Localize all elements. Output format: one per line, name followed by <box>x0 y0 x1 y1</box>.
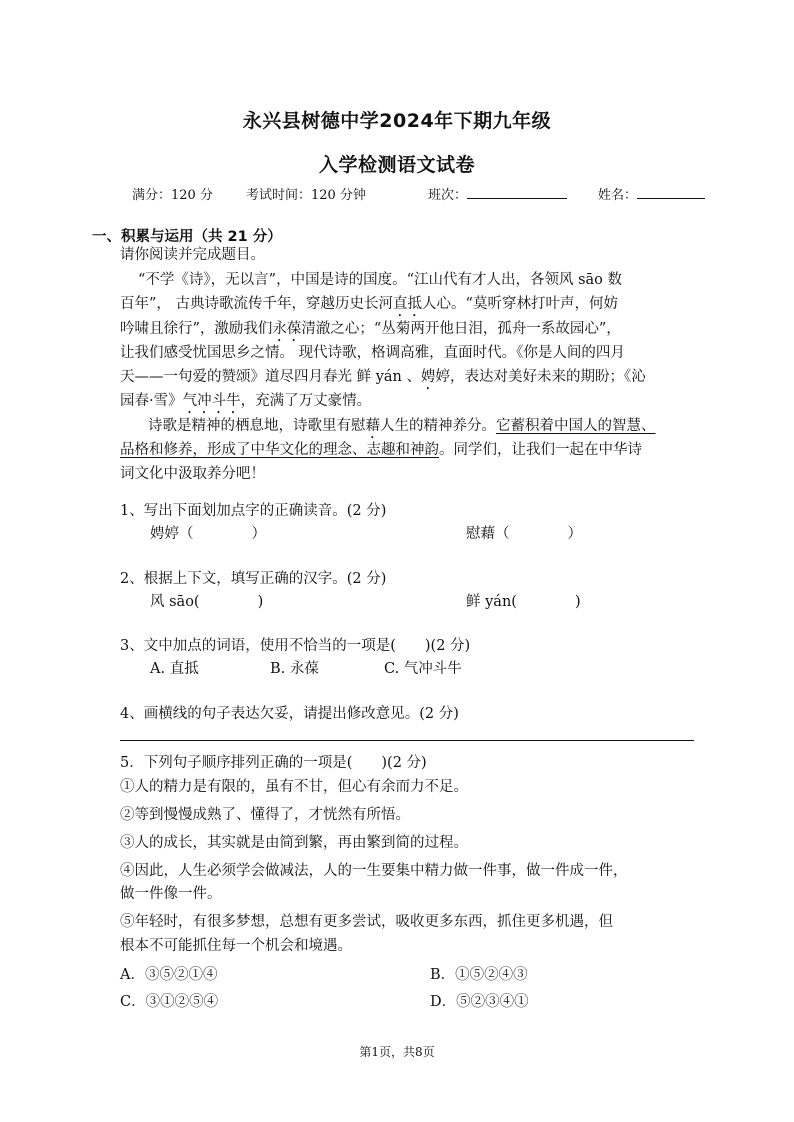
exam-title-line2: 入学检测语文试卷 <box>318 154 475 176</box>
passage-line: 吟啸且徐行”，激励我们永葆清澈之心；“丛菊两开他日泪，孤舟一系故园心”， <box>120 321 621 337</box>
passage-line: 诗歌是精神的栖息地，诗歌里有慰藉人生的精神养分。它蓄积着中国人的智慧、 <box>148 418 656 434</box>
q5-stem: 5．下列句子顺序排列正确的一项是( )(2 分) <box>120 755 427 771</box>
section-heading: 一、积累与运用（共 21 分） <box>92 229 282 245</box>
q3-option-a[interactable]: A. 直抵 <box>150 661 199 677</box>
q1-answer-a[interactable]: 娉婷（ ） <box>150 526 266 542</box>
q5-sentence-5-cont: 根本不可能抓住每一个机会和境遇。 <box>120 938 352 954</box>
q5-option-a[interactable]: A．③⑤②①④ <box>120 967 218 983</box>
q2-answer-b[interactable]: 鲜 yán( ) <box>466 594 581 610</box>
q5-sentence-5: ⑤年轻时，有很多梦想，总想有更多尝试，吸收更多东西，抓住更多机遇，但 <box>120 914 613 930</box>
q5-sentence-3: ③人的成长，其实就是由简到繁，再由繁到简的过程。 <box>120 835 468 851</box>
q5-sentence-4-cont: 做一件像一件。 <box>120 886 222 902</box>
passage-line: 让我们感受忧国思乡之情。 现代诗歌，格调高雅，直面时代。《你是人间的四月 <box>120 345 625 361</box>
class-field[interactable] <box>428 184 567 203</box>
q4-stem: 4、画横线的句子表达欠妥，请提出修改意见。(2 分) <box>120 706 459 722</box>
name-label: 姓名： <box>598 188 638 203</box>
passage-line: 品格和修养，形成了中华文化的理念、志趣和神韵。同学们，让我们一起在中华诗 <box>120 442 642 458</box>
q2-answer-a[interactable]: 风 sāo( ) <box>150 594 264 610</box>
full-marks: 满分：120 分 <box>132 188 213 203</box>
q1-stem: 1、写出下面划加点字的正确读音。(2 分) <box>120 503 387 519</box>
q4-answer-line[interactable] <box>120 740 694 741</box>
q5-sentence-2: ②等到慢慢成熟了、懂得了，才恍然有所悟。 <box>120 807 410 823</box>
passage-line: 园春·雪》气冲斗牛，充满了万丈豪情。 <box>120 393 372 409</box>
q3-stem: 3、文中加点的词语，使用不恰当的一项是( )(2 分) <box>120 638 471 654</box>
q1-answer-b[interactable]: 慰藉（ ） <box>466 526 582 542</box>
class-label: 班次： <box>428 188 468 203</box>
q5-option-d[interactable]: D．⑤②③④① <box>430 994 529 1010</box>
instruction: 请你阅读并完成题目。 <box>120 247 265 263</box>
q5-sentence-4: ④因此，人生必须学会做减法，人的一生要集中精力做一件事，做一件成一件， <box>120 863 628 879</box>
passage-line: 百年”， 古典诗歌流传千年，穿越历史长河直抵人心。“莫听穿林打叶声，何妨 <box>120 296 618 312</box>
page-footer: 第1页，共8页 <box>359 1045 435 1059</box>
passage-line: 天——一句爱的赞颂》道尽四月春光 鲜 yán 、娉婷，表达对美好未来的期盼；《沁 <box>120 369 646 385</box>
q5-option-c[interactable]: C．③①②⑤④ <box>120 994 219 1010</box>
q2-stem: 2、根据上下文，填写正确的汉字。(2 分) <box>120 571 387 587</box>
passage-line: 词文化中汲取养分吧！ <box>120 466 265 482</box>
exam-title-line1: 永兴县树德中学2024年下期九年级 <box>242 110 552 132</box>
exam-time: 考试时间：120 分钟 <box>246 188 366 203</box>
q5-sentence-1: ①人的精力是有限的，虽有不甘，但心有余而力不足。 <box>120 779 468 795</box>
q3-option-c[interactable]: C. 气冲斗牛 <box>384 661 462 677</box>
class-blank[interactable] <box>467 184 567 199</box>
name-blank[interactable] <box>637 184 705 199</box>
q3-option-b[interactable]: B. 永葆 <box>270 661 319 677</box>
passage-line: “不学《诗》，无以言”，中国是诗的国度。“江山代有才人出，各领风 sāo 数 <box>138 272 623 288</box>
q5-option-b[interactable]: B．①⑤②④③ <box>430 967 528 983</box>
name-field[interactable] <box>598 184 705 203</box>
